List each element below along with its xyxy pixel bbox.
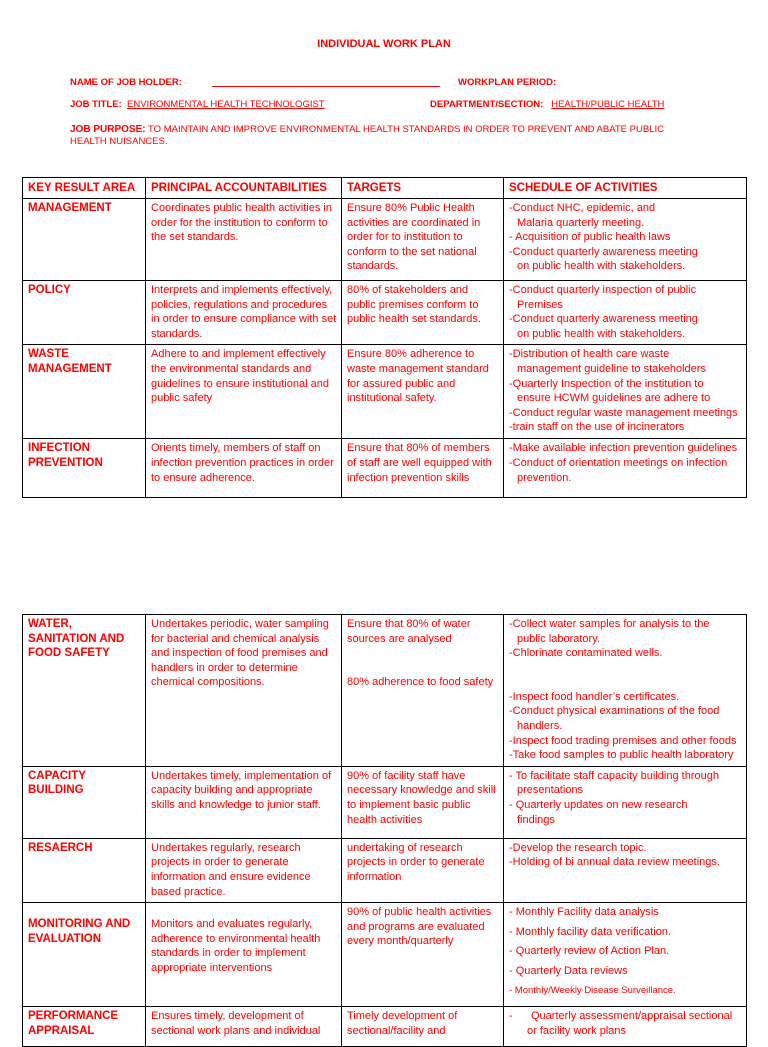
activity-item: or facility work plans <box>527 1024 627 1037</box>
activity-item: - Quarterly updates on new research <box>509 798 688 811</box>
activity-item: - Quarterly assessment/appraisal sectional <box>509 1010 733 1023</box>
activities-cell <box>504 615 747 767</box>
activity-item: prevention. <box>517 471 572 484</box>
activity-item: -Conduct quarterly awareness meeting <box>509 245 698 258</box>
table-row <box>23 766 747 838</box>
target-cell: undertaking of research projects in order to generate information <box>342 838 504 902</box>
activities-cell <box>504 766 747 838</box>
activity-item: -train staff on the use of incinerators <box>509 421 685 434</box>
activities-cell <box>504 838 747 902</box>
table-row <box>23 903 747 1007</box>
kra-cell: WATER, SANITATION AND FOOD SAFETY <box>23 615 146 767</box>
activity-item: presentations <box>517 784 584 797</box>
accountability-cell: Ensures timely, development of sectional work plans and individual <box>146 1007 342 1047</box>
activity-item: -Conduct quarterly inspection of public <box>509 284 697 296</box>
target-water: Ensure that 80% of water sources are analysed <box>347 618 471 645</box>
target-cell: 80% of stakeholders and public premises conform to public health set standards. <box>342 281 504 345</box>
activity-item: Premises <box>517 298 563 311</box>
department-label: DEPARTMENT/SECTION: <box>430 99 544 110</box>
activities-cell <box>504 903 747 1007</box>
accountability-cell: Undertakes periodic, water sampling for bacterial and chemical analysis and inspection of food premises and handlers in order to determine chemical compositions. <box>146 615 342 767</box>
activity-item: -Chlorinate contaminated wells. <box>509 647 663 660</box>
job-title-row <box>70 99 325 110</box>
col-key-result-area: KEY RESULT AREA <box>23 178 146 199</box>
workplan-period-label: WORKPLAN PERIOD: <box>458 77 557 88</box>
job-holder-line <box>212 86 440 87</box>
job-title-value: ENVIRONMENTAL HEALTH TECHNOLOGIST <box>127 99 325 110</box>
activities-cell <box>504 345 747 439</box>
activity-item: -Make available infection prevention guidelines <box>509 442 738 455</box>
accountability-cell: Undertakes timely, implementation of capacity building and appropriate skills and knowledge to junior staff. <box>146 766 342 838</box>
table-row <box>23 1007 747 1047</box>
accountability-cell: Coordinates public health activities in order for the institution to conform to the set standards. <box>146 199 342 281</box>
activity-item: -Holding of bi annual data review meetings. <box>509 856 720 869</box>
activity-item: - Monthly/Weekly Disease Surveillance. <box>509 984 676 996</box>
target-cell: Timely development of sectional/facility and <box>342 1007 504 1047</box>
activity-item: -Conduct regular waste management meetings <box>509 406 738 419</box>
accountability-cell: Interprets and implements effectively, policies, regulations and procedures in order to ensure compliance with set standards. <box>146 281 342 345</box>
target-cell <box>342 615 504 767</box>
department-value: HEALTH/PUBLIC HEALTH <box>551 99 665 110</box>
activity-item: -Conduct physical examinations of the food <box>509 705 720 718</box>
job-purpose-label: JOB PURPOSE: <box>70 124 146 135</box>
activity-item: -Quarterly Inspection of the institution to <box>509 377 704 390</box>
activity-item: Malaria quarterly meeting. <box>517 216 645 229</box>
work-plan-table-2 <box>22 614 747 1047</box>
activity-item: handlers. <box>517 719 563 732</box>
accountability-cell: Undertakes regularly, research projects in order to generate information and ensure evidence based practice. <box>146 838 342 902</box>
table-row <box>23 345 747 439</box>
activity-item: -Conduct NHC, epidemic, and <box>509 202 656 214</box>
kra-cell: CAPACITY BUILDING <box>23 766 146 838</box>
accountability-cell: Adhere to and implement effectively the environmental standards and guidelines to ensure institutional and public safety <box>146 345 342 439</box>
activity-item: - Monthly Facility data analysis <box>509 906 659 919</box>
kra-cell: POLICY <box>23 281 146 345</box>
activity-item: - Quarterly Data reviews <box>509 964 628 977</box>
activity-item: public laboratory. <box>517 632 600 645</box>
col-schedule-of-activities: SCHEDULE OF ACTIVITIES <box>504 178 747 199</box>
work-plan-table-1 <box>22 177 747 498</box>
activity-item: on public health with stakeholders. <box>517 327 686 340</box>
kra-cell: INFECTION PREVENTION <box>23 439 146 498</box>
target-food: 80% adherence to food safety <box>347 676 494 689</box>
kra-cell: MONITORING AND EVALUATION <box>23 903 146 1007</box>
table-row <box>23 838 747 902</box>
activity-item: management guideline to stakeholders <box>517 362 706 375</box>
target-cell: Ensure 80% Public Health activities are coordinated in order for to institution to conform to the set national standards. <box>342 199 504 281</box>
activity-item: -Inspect food handler’s certificates. <box>509 690 680 703</box>
activity-item: -Conduct of orientation meetings on infection <box>509 456 728 469</box>
activity-item: - Acquisition of public health laws <box>509 231 671 244</box>
kra-cell: WASTE MANAGEMENT <box>23 345 146 439</box>
activity-item: -Collect water samples for analysis to the <box>509 618 710 630</box>
activity-item: ensure HCWM guidelines are adhere to <box>517 392 711 405</box>
activity-item: -Inspect food trading premises and other foods <box>509 734 737 747</box>
target-cell: Ensure that 80% of members of staff are well equipped with infection prevention skills <box>342 439 504 498</box>
activity-item: -Distribution of health care waste <box>509 348 670 361</box>
job-purpose-text: TO MAINTAIN AND IMPROVE ENVIRONMENTAL HEALTH STANDARDS IN ORDER TO PREVENT AND ABATE PUBLIC HEALTH NUISANCES. <box>70 124 664 147</box>
table-row <box>23 615 747 767</box>
target-cell: 90% of facility staff have necessary knowledge and skill to implement basic public health activities <box>342 766 504 838</box>
kra-cell: RESAERCH <box>23 838 146 902</box>
activity-item: -Take food samples to public health laboratory <box>509 749 734 762</box>
job-holder-label: NAME OF JOB HOLDER: <box>70 77 182 88</box>
table-row <box>23 199 747 281</box>
col-principal-accountabilities: PRINCIPAL ACCOUNTABILITIES <box>146 178 342 199</box>
activity-item: - Monthly facility data verification. <box>509 925 672 938</box>
table-row <box>23 439 747 498</box>
activity-item: on public health with stakeholders. <box>517 260 686 273</box>
activity-item: - To facilitate staff capacity building through <box>509 769 719 782</box>
activity-item: -Conduct quarterly awareness meeting <box>509 313 698 326</box>
activities-cell <box>504 439 747 498</box>
table-row <box>23 281 747 345</box>
kra-cell: MANAGEMENT <box>23 199 146 281</box>
accountability-cell: Orients timely, members of staff on infection prevention practices in order to ensure adherence. <box>146 439 342 498</box>
kra-cell: PERFORMANCE APPRAISAL <box>23 1007 146 1047</box>
col-targets: TARGETS <box>342 178 504 199</box>
table-header-row <box>23 178 747 199</box>
activity-item: - Quarterly review of Action Plan. <box>509 945 670 958</box>
department-row <box>430 99 664 110</box>
activity-item: findings <box>517 813 555 826</box>
job-purpose <box>70 124 690 148</box>
activity-item: -Develop the research topic. <box>509 841 647 854</box>
target-cell: Ensure 80% adherence to waste management standard for assured public and institutional safety. <box>342 345 504 439</box>
page-title: INDIVIDUAL WORK PLAN <box>317 38 451 50</box>
activities-cell <box>504 199 747 281</box>
accountability-cell: Monitors and evaluates regularly, adherence to environmental health standards in order to implement appropriate interventions <box>146 903 342 1007</box>
activities-cell <box>504 1007 747 1047</box>
target-cell: 90% of public health activities and programs are evaluated every month/quarterly <box>342 903 504 1007</box>
activities-cell <box>504 281 747 345</box>
job-title-label: JOB TITLE: <box>70 99 122 110</box>
